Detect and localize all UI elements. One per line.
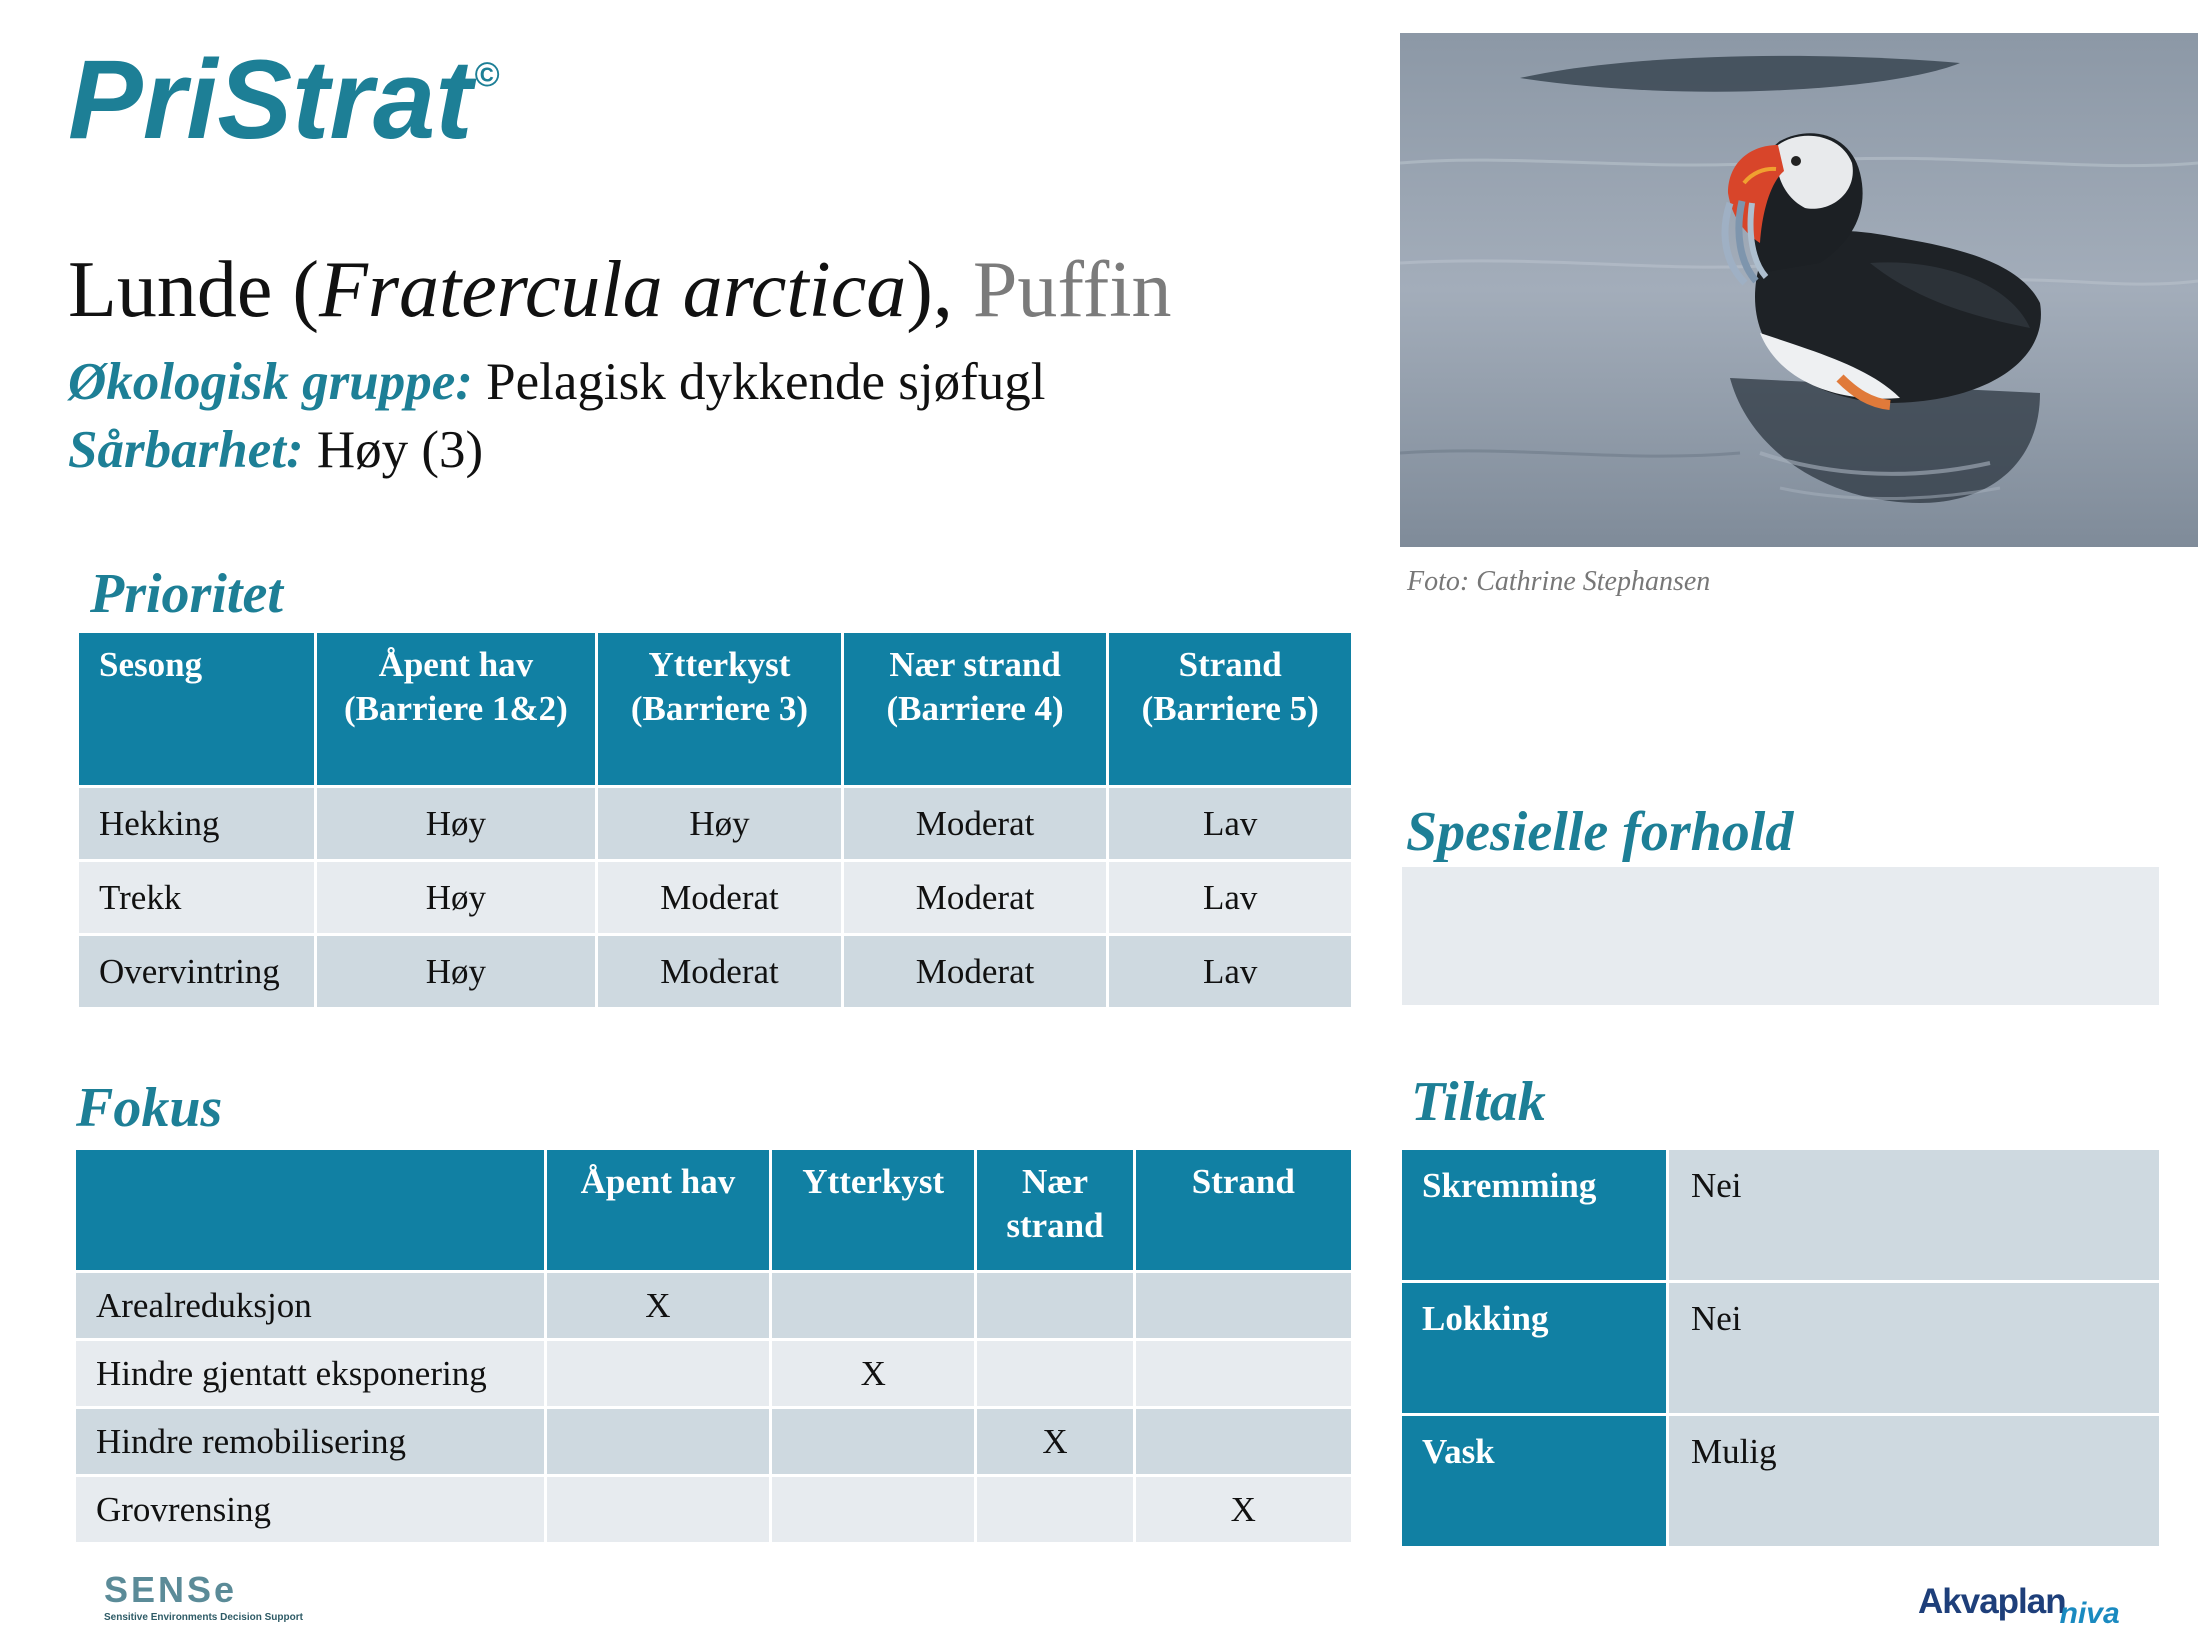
focus-cell [1136, 1341, 1351, 1406]
priority-cell: Moderat [598, 862, 841, 933]
focus-cell: Grovrensing [76, 1477, 544, 1542]
measures-value: Nei [1669, 1283, 2159, 1413]
measures-row [1402, 1150, 2159, 1280]
measures-row [1402, 1416, 2159, 1546]
focus-header-row [76, 1150, 1351, 1270]
measures-label: Vask [1402, 1416, 1666, 1546]
focus-row [76, 1273, 1351, 1338]
focus-header-cell [76, 1150, 544, 1270]
priority-cell: Moderat [844, 936, 1107, 1007]
priority-cell: Moderat [844, 788, 1107, 859]
special-conditions-box [1402, 867, 2159, 1005]
priority-cell: Overvintring [79, 936, 314, 1007]
sense-logo-tagline: Sensitive Environments Decision Support [104, 1612, 303, 1623]
focus-cell [547, 1409, 769, 1474]
priority-cell: Hekking [79, 788, 314, 859]
priority-cell: Høy [317, 862, 596, 933]
measures-value: Mulig [1669, 1416, 2159, 1546]
priority-header-cell: Nær strand (Barriere 4) [844, 633, 1107, 785]
copyright-mark: © [474, 56, 500, 94]
focus-cell: X [772, 1341, 974, 1406]
vulnerability-label: Sårbarhet: [68, 421, 304, 479]
species-name-latin: Fratercula arctica [319, 246, 907, 334]
focus-cell: X [547, 1273, 769, 1338]
puffin-illustration [1400, 33, 2198, 547]
measures-heading: Tiltak [1411, 1071, 1546, 1133]
priority-heading: Prioritet [90, 563, 283, 625]
priority-cell: Lav [1109, 862, 1351, 933]
focus-cell [977, 1477, 1132, 1542]
measures-value: Nei [1669, 1150, 2159, 1280]
measures-label: Skremming [1402, 1150, 1666, 1280]
focus-cell: Hindre gjentatt eksponering [76, 1341, 544, 1406]
priority-cell: Høy [317, 788, 596, 859]
focus-cell [772, 1273, 974, 1338]
species-name-no: Lunde [68, 246, 273, 334]
focus-header-cell: Nær strand [977, 1150, 1132, 1270]
priority-header-row [79, 633, 1351, 785]
priority-cell: Trekk [79, 862, 314, 933]
species-title: Lunde (Fratercula arctica), Puffin [68, 246, 1172, 334]
ecological-group [68, 353, 1046, 411]
focus-header-cell: Ytterkyst [772, 1150, 974, 1270]
focus-cell [772, 1477, 974, 1542]
focus-table [73, 1147, 1354, 1545]
ecological-group-value: Pelagisk dykkende sjøfugl [486, 353, 1046, 411]
species-name-en: Puffin [972, 246, 1172, 334]
priority-cell: Lav [1109, 936, 1351, 1007]
focus-row [76, 1341, 1351, 1406]
focus-cell [547, 1477, 769, 1542]
focus-cell: X [1136, 1477, 1351, 1542]
priority-header-cell: Åpent hav (Barriere 1&2) [317, 633, 596, 785]
focus-cell: X [977, 1409, 1132, 1474]
focus-row [76, 1409, 1351, 1474]
puffin-photo [1400, 33, 2198, 547]
focus-header-cell: Strand [1136, 1150, 1351, 1270]
priority-cell: Høy [317, 936, 596, 1007]
special-heading: Spesielle forhold [1406, 801, 1794, 863]
niva-logo-word: niva [2059, 1597, 2120, 1630]
akvaplan-logo-word: Akvaplan [1918, 1582, 2066, 1621]
focus-heading: Fokus [76, 1077, 223, 1139]
focus-row [76, 1477, 1351, 1542]
photo-credit: Foto: Cathrine Stephansen [1407, 566, 1711, 597]
measures-row [1402, 1283, 2159, 1413]
priority-cell: Moderat [844, 862, 1107, 933]
focus-cell: Hindre remobilisering [76, 1409, 544, 1474]
measures-table [1399, 1147, 2162, 1549]
priority-cell: Høy [598, 788, 841, 859]
priority-header-cell: Strand (Barriere 5) [1109, 633, 1351, 785]
akvaplan-niva-logo [1918, 1582, 2120, 1630]
priority-row [79, 788, 1351, 859]
priority-cell: Lav [1109, 788, 1351, 859]
priority-row [79, 862, 1351, 933]
focus-cell: Arealreduksjon [76, 1273, 544, 1338]
focus-cell [547, 1341, 769, 1406]
sense-logo-word: SENSe [104, 1569, 238, 1610]
brand-title: PriStrat© [68, 37, 500, 162]
focus-cell [977, 1273, 1132, 1338]
priority-header-cell: Sesong [79, 633, 314, 785]
priority-table [76, 630, 1354, 1010]
priority-header-cell: Ytterkyst (Barriere 3) [598, 633, 841, 785]
focus-cell [772, 1409, 974, 1474]
focus-cell [977, 1341, 1132, 1406]
focus-header-cell: Åpent hav [547, 1150, 769, 1270]
sense-logo [104, 1569, 303, 1623]
measures-label: Lokking [1402, 1283, 1666, 1413]
priority-cell: Moderat [598, 936, 841, 1007]
focus-cell [1136, 1273, 1351, 1338]
vulnerability [68, 421, 484, 479]
vulnerability-value: Høy (3) [316, 421, 484, 479]
focus-cell [1136, 1409, 1351, 1474]
priority-row [79, 936, 1351, 1007]
ecological-group-label: Økologisk gruppe: [68, 353, 473, 411]
